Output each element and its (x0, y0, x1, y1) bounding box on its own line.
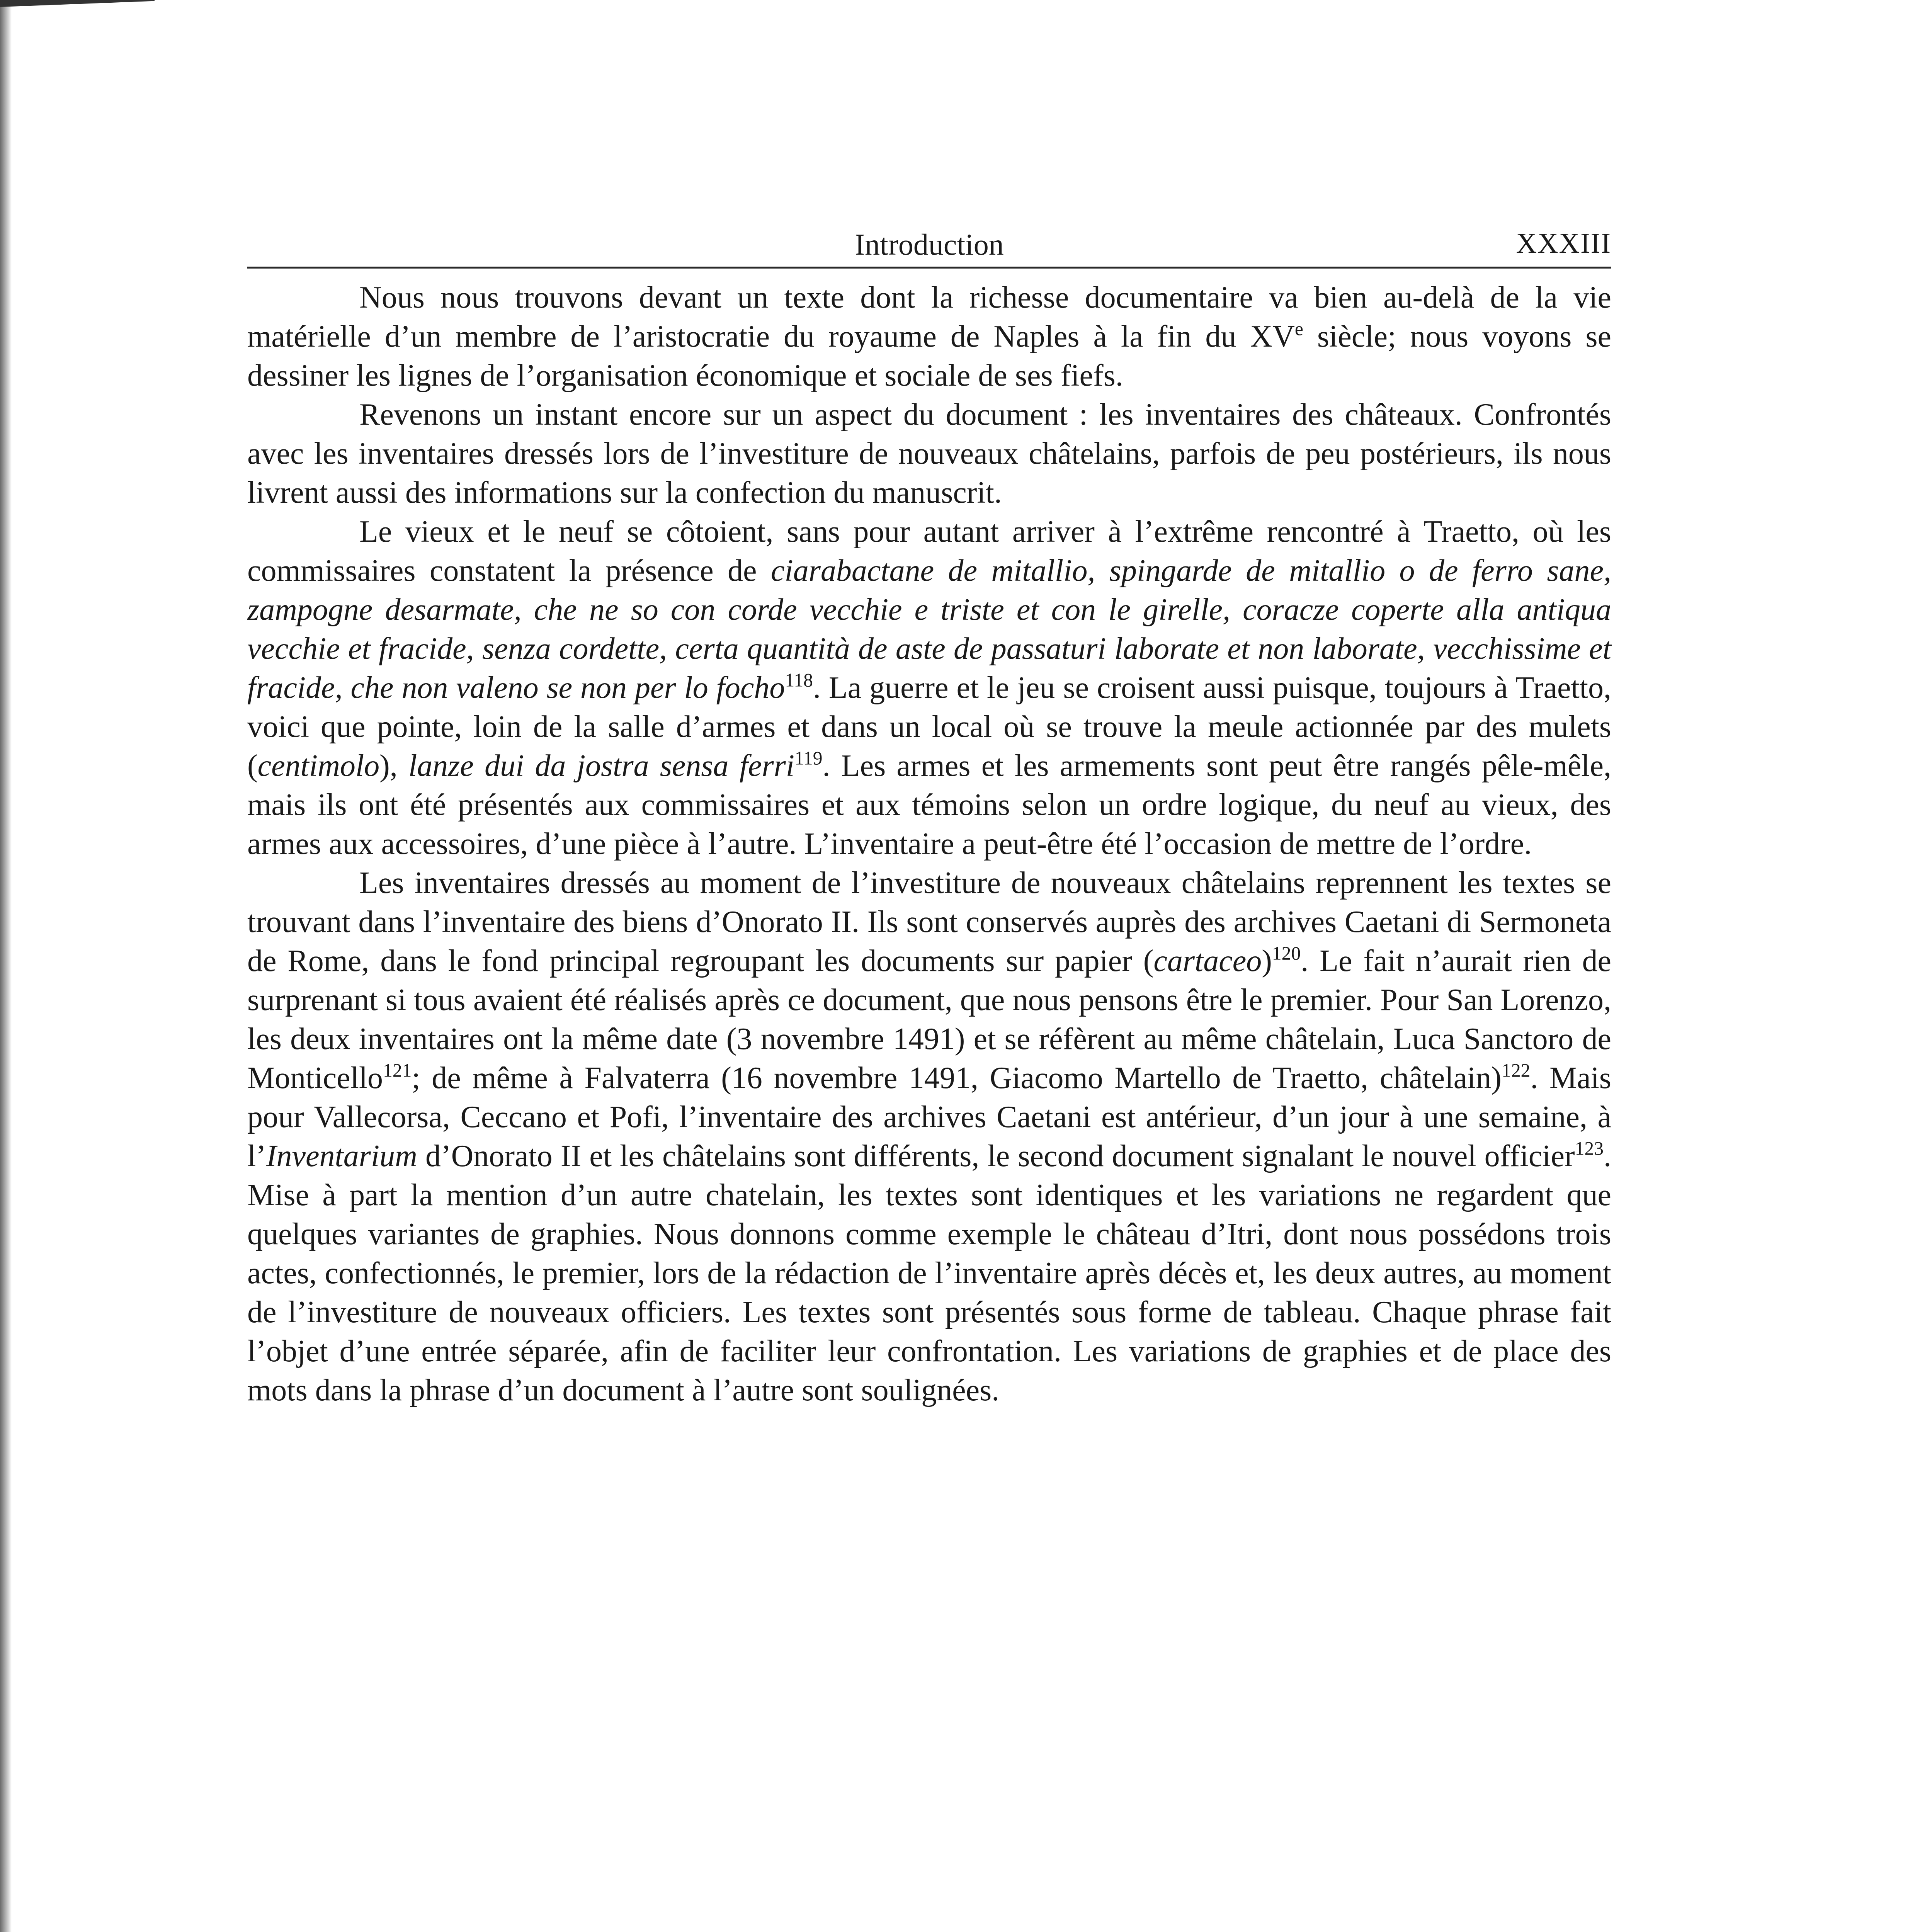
text-run: . Le fait n’aurait rien de surprenant si tous avaient été réalisés après ce document, que nous pensons être le premier. Pour San Lorenzo, les deux inventaires ont la même date (3 novembre 1491) et se réfèrent au même châtelain, Luca Sanctoro de Monticello (247, 944, 1612, 1095)
paragraph (247, 278, 1611, 395)
text-run: d’Onorato II et les châtelains sont différents, le second document signalant le nouvel officier (417, 1139, 1575, 1173)
italic-text: centimolo (257, 749, 380, 783)
text-run: Revenons un instant encore sur un aspect du document : les inventaires des châteaux. Confrontés avec les inventaires dressés lors de l’investiture de nouveaux châtelains, parfois de peu postérieurs, ils nous livrent aussi des informations sur la confection du manuscrit. (247, 398, 1611, 510)
italic-text: Inventarium (266, 1139, 417, 1173)
running-header (247, 224, 1611, 269)
superscript: 119 (794, 747, 823, 769)
italic-text: lanze dui da jostra sensa ferri (408, 749, 794, 783)
text-run: . La guerre et le jeu se croisent aussi puisque, toujours à Traetto, voici que pointe, loin de la salle d’armes et dans un local où se trouve la meule actionnée par des mulets ( (247, 671, 1611, 783)
page-binding-edge (0, 0, 12, 1932)
text-run: . Mise à part la mention d’un autre chatelain, les textes sont identiques et les variations ne regardent que quelques variantes de graphies. Nous donnons comme exemple le château d’Itri, dont nous possédons trois actes, confectionnés, le premier, lors de la rédaction de l’inventaire après décès et, les deux autres, au moment de l’investiture de nouveaux officiers. Les textes sont présentés sous forme de tableau. Chaque phrase fait l’objet d’une entrée séparée, afin de faciliter leur confrontation. Les variations de graphies et de place des mots dans la phrase d’un document à l’autre sont soulignées. (247, 1139, 1611, 1407)
text-run: . Mais pour Vallecorsa, Ceccano et Pofi, l’inventaire des archives Caetani est antérieur, d’un jour à une semaine, à l’ (247, 1061, 1612, 1173)
italic-text: ciarabactane de mitallio, spingarde de mitallio o de ferro sane, zampogne desarmate, che ne so con corde vecchie e triste et con le girelle, coracze coperte alla antiqua vecchie et fracide, senza cordette, certa quantità de aste de passaturi laborate et non laborate, vecchissime et fracide, che non valeno se non per lo focho (247, 554, 1611, 705)
superscript: 122 (1502, 1060, 1531, 1081)
superscript: 121 (383, 1060, 412, 1081)
text-run: ; de même à Falvaterra (16 novembre 1491, Giacomo Martello de Traetto, châtelain) (412, 1061, 1502, 1095)
text-run: Les inventaires dressés au moment de l’investiture de nouveaux châtelains reprennent les textes se trouvant dans l’inventaire des biens d’Onorato II. Ils sont conservés auprès des archives Caetani di Sermoneta de Rome, dans le fond principal regroupant les documents sur papier ( (247, 866, 1611, 978)
scan-corner-mark (0, 0, 155, 7)
superscript: 123 (1575, 1138, 1604, 1159)
text-run: ) (1262, 944, 1272, 978)
main-text (247, 278, 1611, 1410)
text-run: Le vieux et le neuf se côtoient, sans pour autant arriver à l’extrême rencontré à Traetto, où les commissaires constatent la présence de (247, 515, 1611, 588)
running-header-title: Introduction (855, 228, 1004, 261)
text-run: Nous nous trouvons devant un texte dont la richesse documentaire va bien au-delà de la vie matérielle d’un membre de l’aristocratie du royaume de Naples à la fin du XV (247, 281, 1611, 354)
paragraph (247, 512, 1611, 864)
text-run: ), (379, 749, 408, 783)
superscript: 120 (1272, 942, 1301, 964)
page-number: XXXIII (1516, 228, 1611, 259)
superscript: 118 (785, 669, 813, 691)
text-run: . Les armes et les armements sont peut être rangés pêle-mêle, mais ils ont été présentés aux commissaires et aux témoins selon un ordre logique, du neuf au vieux, des armes aux accessoires, d’une pièce à l’autre. L’inventaire a peut-être été l’occasion de mettre de l’ordre. (247, 749, 1612, 861)
paragraph (247, 864, 1611, 1410)
italic-text: cartaceo (1153, 944, 1262, 978)
text-run: siècle; nous voyons se dessiner les lignes de l’organisation économique et sociale de ses fiefs. (247, 320, 1611, 393)
superscript: e (1294, 318, 1303, 340)
paragraph (247, 395, 1611, 512)
